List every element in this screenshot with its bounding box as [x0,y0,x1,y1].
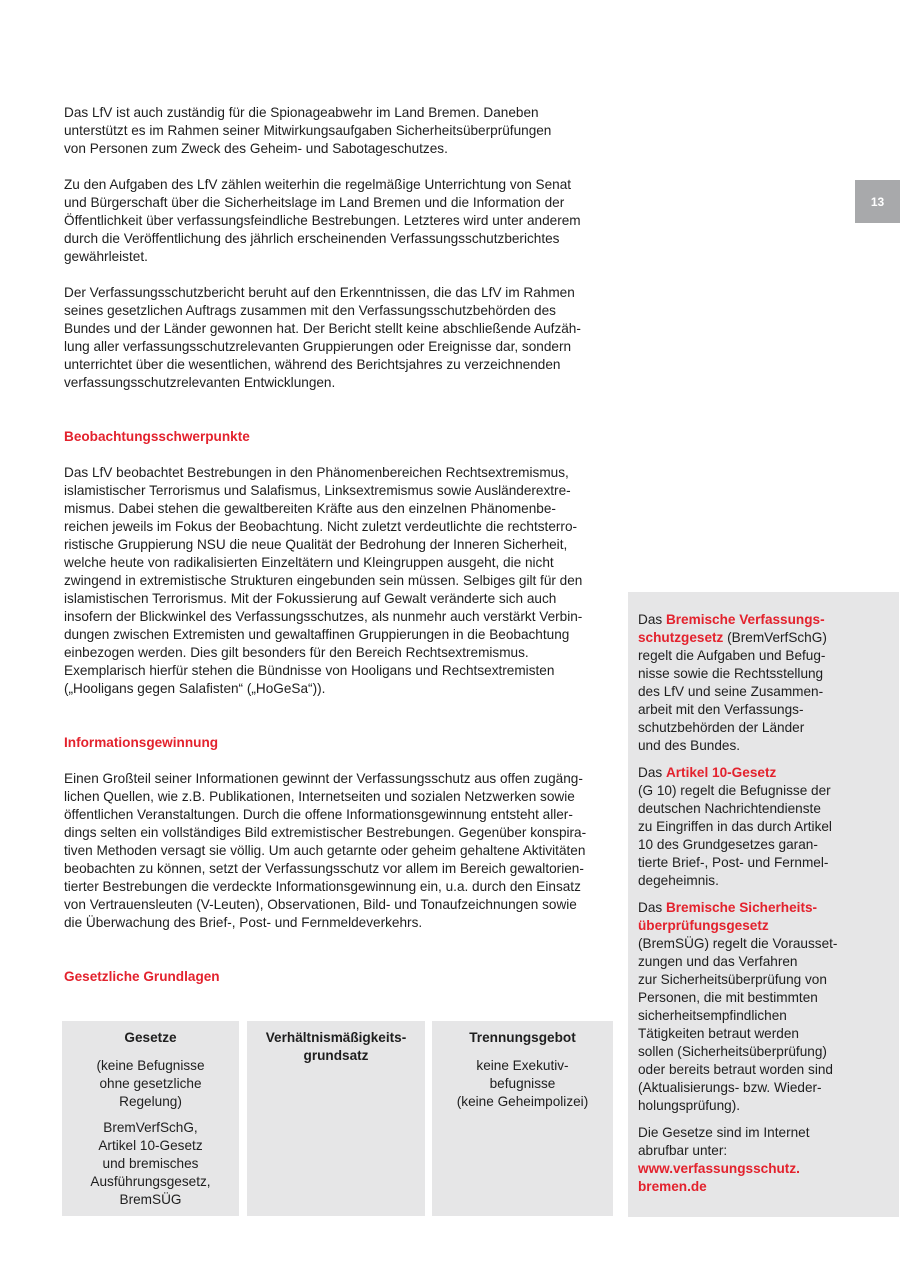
main-text-column [64,104,619,986]
website-link[interactable]: www.verfassungsschutz. bremen.de [638,1161,800,1194]
box-title: Verhältnismäßigkeits- grundsatz [265,1030,407,1063]
intro-paragraph-1: Das LfV ist auch zuständig für die Spionageabwehr im Land Bremen. Daneben unterstützt es im Rahmen seiner Mitwirkungsaufgaben Sicherheitsüberprüfungen von Personen zum Zweck des Geheim- und Sabotageschutzes. [64,105,552,156]
box-title: Gesetze [124,1030,177,1045]
box-text: (keine Befugnisse ohne gesetzliche Regelung) [96,1058,205,1109]
sidebar-note-g10: Das Artikel 10-Gesetz (G 10) regelt die Befugnisse der deutschen Nachrichtendienste zu Eingriffen in das durch Artikel 10 des Grundgesetzes garan- tierte Brief-, Post- und Fernmel- degeheimnis. [638,765,832,888]
section-text-beobachtung: Das LfV beobachtet Bestrebungen in den Phänomenbereichen Rechtsextremismus, islamistischer Terrorismus und Salafismus, Linksextremismus sowie Ausländerextre- mismus. Dabei stehen die gewaltbereiten Kräfte aus den einzelnen Phänomenbe- reichen jeweils im Fokus der Beobachtung. Nicht zuletzt verdeutlichte die rechtsterro- ristische Gruppierung NSU die neue Qualität der Bedrohung der Inneren Sicherheit, welche heute von radikalisierten Einzeltätern und Kleingruppen ausgeht, die nicht zwingend in extremistische Strukturen eingebunden sein müssen. Selbiges gilt für den islamistischen Terrorismus. Mit der Fokussierung auf Gewalt veränderte sich auch insofern der Blickwinkel des Verfassungsschutzes, als nunmehr auch verstärkt Verbin- dungen zwischen Extremisten und gewaltaffinen Gruppierungen in die Beobachtung einbezogen werden. Dies gilt besonders für den Bereich Rechtsextremismus. Exemplarisch hierfür stehen die Bündnisse von Hooligans und Rechtsextremisten („Hooligans gegen Salafisten“ („HoGeSa“)). [64,465,583,696]
page-number-tab: 13 [855,180,900,223]
box-trennungsgebot [432,1021,613,1216]
box-text: keine Exekutiv- befugnisse (keine Geheimpolizei) [456,1058,589,1109]
section-heading-beobachtung: Beobachtungsschwerpunkte [64,429,250,444]
sidebar-note-bremsueg: Das Bremische Sicherheits- überprüfungsgesetz (BremSÜG) regelt die Vorausset- zungen und das Verfahren zur Sicherheitsüberprüfung von Personen, die mit bestimmten sicherheitsempfindlichen Tätigkeiten betraut werden sollen (Sicherheitsüberprüfung) oder bereits betraut worden sind (Aktualisierungs- bzw. Wieder- holungsprüfung). [638,900,838,1113]
law-name: Bremische Verfassungs- schutzgesetz [638,612,825,645]
box-verhaeltnismaessigkeit [247,1021,425,1216]
box-title: Trennungsgebot [469,1030,576,1045]
law-name: Bremische Sicherheits- überprüfungsgesetz [638,900,818,933]
sidebar-note-internet: Die Gesetze sind im Internet abrufbar unter: www.verfassungsschutz. bremen.de [638,1125,810,1194]
box-gesetze [62,1021,239,1216]
intro-paragraph-3: Der Verfassungsschutzbericht beruht auf den Erkenntnissen, die das LfV im Rahmen seines gesetzlichen Auftrags zusammen mit den Verfassungsschutzbehörden des Bundes und der Länder gewonnen hat. Der Bericht stellt keine abschließende Aufzäh- lung aller verfassungsschutzrelevanten Gruppierungen oder Ereignisse dar, sondern unterrichtet über die wesentlichen, während des Berichtsjahres zu verzeichnenden verfassungsschutzrelevanten Entwicklungen. [64,285,581,390]
section-heading-grundlagen: Gesetzliche Grundlagen [64,969,220,984]
section-heading-information: Informationsgewinnung [64,735,219,750]
section-text-information: Einen Großteil seiner Informationen gewinnt der Verfassungsschutz aus offen zugäng- lichen Quellen, wie z.B. Publikationen, Internetseiten und sozialen Netzwerken sowie öffentlichen Veranstaltungen. Durch die offene Informationsgewinnung entsteht aller- dings selten ein vollständiges Bild extremistischer Bestrebungen. Gegenüber konspira- tiven Methoden versagt sie völlig. Um auch getarnte oder geheim gehaltene Aktivitäten beobachten zu können, setzt der Verfassungsschutz vor allem im Bereich gewaltorien- tierter Bestrebungen die verdeckte Informationsgewinnung ein, u.a. durch den Einsatz von Vertrauensleuten (V-Leuten), Observationen, Bild- und Tonaufzeichnungen sowie die Überwachung des Brief-, Post- und Fernmeldeverkehrs. [64,771,587,930]
sidebar-note-bremverfschg: Das Bremische Verfassungs- schutzgesetz (BremVerfSchG) regelt die Aufgaben und Befug- nisse sowie die Rechtsstellung des LfV und seine Zusammen- arbeit mit den Verfassungs- schutzbehörden der Länder und des Bundes. [638,612,827,753]
law-name: Artikel 10-Gesetz [665,765,777,780]
intro-paragraph-2: Zu den Aufgaben des LfV zählen weiterhin die regelmäßige Unterrichtung von Senat und Bürgerschaft über die Sicherheitslage im Land Bremen und die Information der Öffentlichkeit über verfassungsfeindliche Bestrebungen. Letzteres wird unter anderem durch die Veröffentlichung des jährlich erscheinenden Verfassungsschutzberichtes gewährleistet. [64,177,581,264]
sidebar-legal-notes [628,592,899,1217]
box-text: BremVerfSchG, Artikel 10-Gesetz und bremisches Ausführungsgesetz, BremSÜG [90,1120,211,1207]
